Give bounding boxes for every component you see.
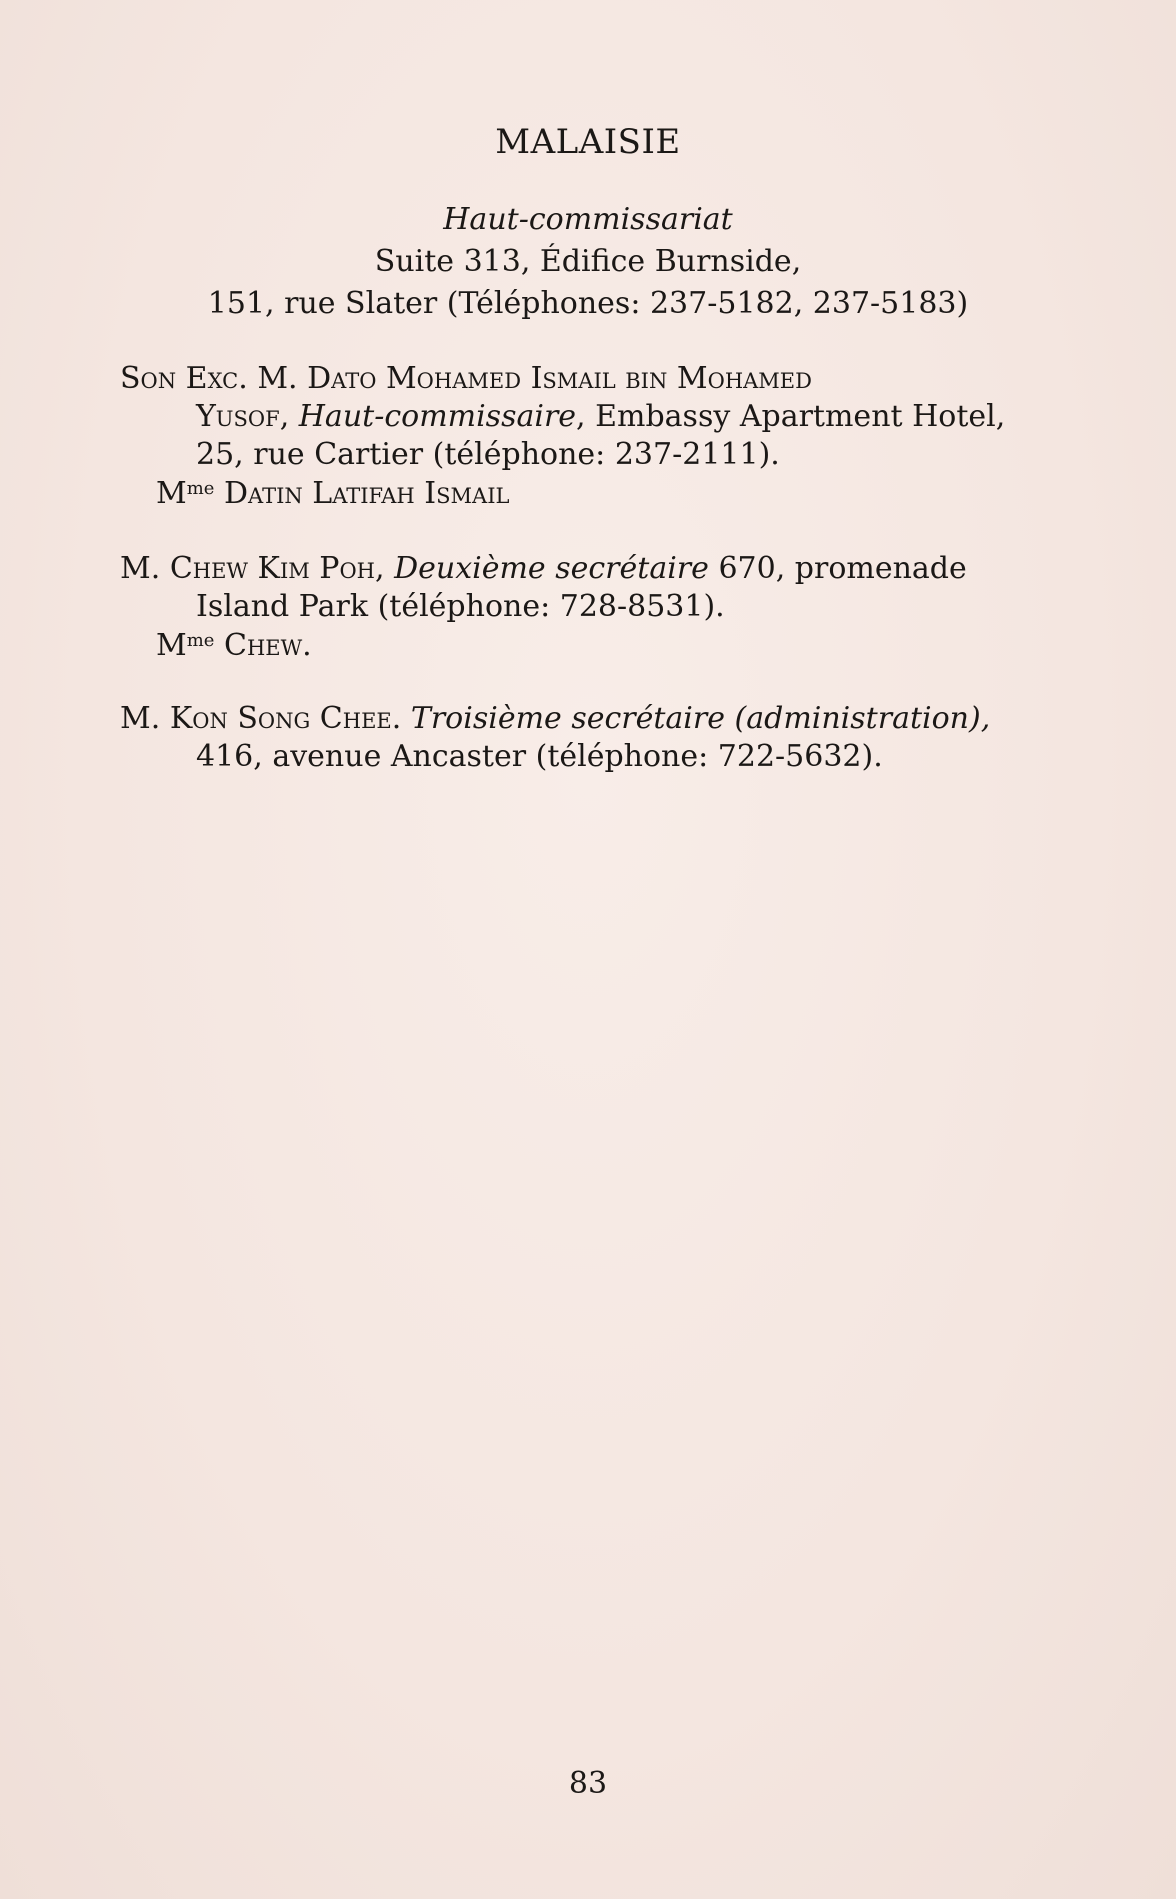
spouse-name: Chew. <box>224 628 312 663</box>
staff-entry-2: M. Chew Kim Poh, Deuxième secrétaire 670, promenade Island Park (téléphone: 728-8531). <box>120 550 1040 626</box>
entry-address: Embassy Apartment Hotel, <box>595 399 1006 434</box>
entry-prefix: M. <box>120 551 161 586</box>
spouse-name: Datin Latifah Ismail <box>224 476 510 511</box>
section-title: MALAISIE <box>495 122 681 162</box>
mission-address-line-1: Suite 313, Édifice Burnside, <box>374 244 802 279</box>
spouse-entry-1: $M^{me}$ Datin Latifah Ismail <box>156 476 510 511</box>
entry-name: Kon Song Chee. <box>169 701 402 736</box>
spouse-entry-2: $M^{me}$ Chew. <box>156 628 312 663</box>
entry-honorific: Son Exc. <box>120 361 248 396</box>
entry-prefix: M. <box>120 701 161 736</box>
entry-title: Deuxième secrétaire <box>394 551 709 586</box>
mission-type: Haut-commissariat <box>443 202 733 237</box>
staff-entry-3 <box>120 700 1040 776</box>
entry-title: Troisième secrétaire (administration), <box>410 701 991 736</box>
entry-name: Dato Mohamed Ismail bin Mohamed <box>307 361 812 396</box>
staff-entry-1: Son Exc. M. Dato Mohamed Ismail bin Mohamed Yusof, Haut-commissaire, Embassy Apartment Hotel, 25, rue Cartier (téléphone: 237-2111). <box>120 360 1040 474</box>
entry-address-cont: Island Park (téléphone: 728-8531). <box>196 589 725 624</box>
entry-address-cont: 416, avenue Ancaster (téléphone: 722-5632). <box>196 739 883 774</box>
entry-address: 670, promenade <box>718 551 967 586</box>
mission-address-line-2: 151, rue Slater (Téléphones: 237-5182, 237-5183) <box>207 286 969 321</box>
entry-name: Chew Kim Poh <box>169 551 375 586</box>
entry-address-cont: 25, rue Cartier (téléphone: 237-2111). <box>196 437 780 472</box>
entry-prefix: M. <box>257 361 298 396</box>
entry-name-cont: Yusof <box>196 399 280 434</box>
entry-title: Haut-commissaire <box>298 399 577 434</box>
page-number: 83 <box>568 1766 608 1801</box>
